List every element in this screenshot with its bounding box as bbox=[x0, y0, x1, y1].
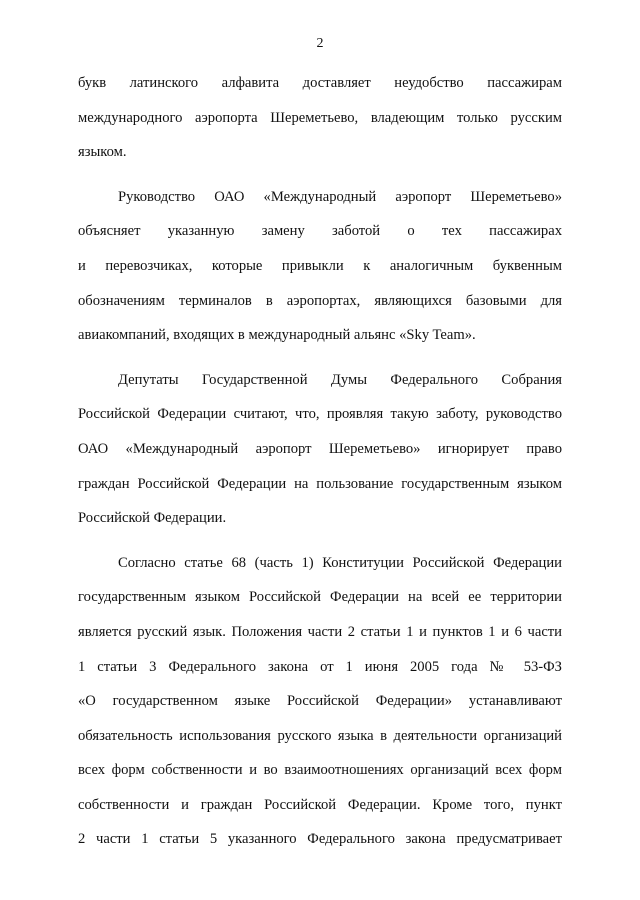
page-number: 2 bbox=[316, 36, 324, 51]
text-line: государственным языком Российской Федерации на всей ее территории bbox=[78, 589, 562, 606]
text-line: объясняет указанную замену заботой о тех пассажирах bbox=[78, 223, 562, 240]
text-line: букв латинского алфавита доставляет неудобство пассажирам bbox=[78, 75, 562, 91]
text-line: языком. bbox=[78, 144, 127, 161]
text-line: Депутаты Государственной Думы Федерального Собрания bbox=[118, 371, 562, 388]
text-line: Руководство ОАО «Международный аэропорт Шереметьево» bbox=[118, 188, 562, 205]
text-line: всех форм собственности и во взаимоотношениях организаций всех форм bbox=[78, 762, 562, 779]
paragraph bbox=[78, 66, 562, 170]
text-line: обозначениям терминалов в аэропортах, являющихся базовыми для bbox=[78, 292, 562, 309]
paragraph bbox=[78, 180, 562, 353]
text-line: ОАО «Международный аэропорт Шереметьево» игнорирует право bbox=[78, 440, 562, 457]
text-line: Российской Федерации. bbox=[78, 510, 227, 527]
text-line: «О государственном языке Российской Федерации» устанавливают bbox=[78, 693, 562, 710]
text-line: граждан Российской Федерации на пользование государственным языком bbox=[78, 475, 562, 492]
text-line: 1 статьи 3 Федерального закона от 1 июня 2005 года № 53-ФЗ bbox=[78, 658, 562, 675]
paragraph bbox=[78, 363, 562, 536]
text-line: Российской Федерации считают, что, проявляя такую заботу, руководство bbox=[78, 406, 562, 423]
text-line: международного аэропорта Шереметьево, владеющим только русским bbox=[78, 109, 562, 126]
text-line: 2 части 1 статьи 5 указанного Федерального закона предусматривает bbox=[78, 831, 562, 848]
paragraph bbox=[78, 546, 562, 857]
text-line: авиакомпаний, входящих в международный альянс «Sky Team». bbox=[78, 327, 476, 344]
document-body bbox=[78, 66, 562, 857]
text-line: собственности и граждан Российской Федерации. Кроме того, пункт bbox=[78, 796, 562, 813]
text-line: обязательность использования русского языка в деятельности организаций bbox=[78, 727, 562, 744]
text-line: Согласно статье 68 (часть 1) Конституции Российской Федерации bbox=[118, 554, 562, 571]
text-line: и перевозчиках, которые привыкли к аналогичным буквенным bbox=[78, 257, 562, 274]
text-line: является русский язык. Положения части 2 статьи 1 и пунктов 1 и 6 части bbox=[78, 623, 562, 640]
